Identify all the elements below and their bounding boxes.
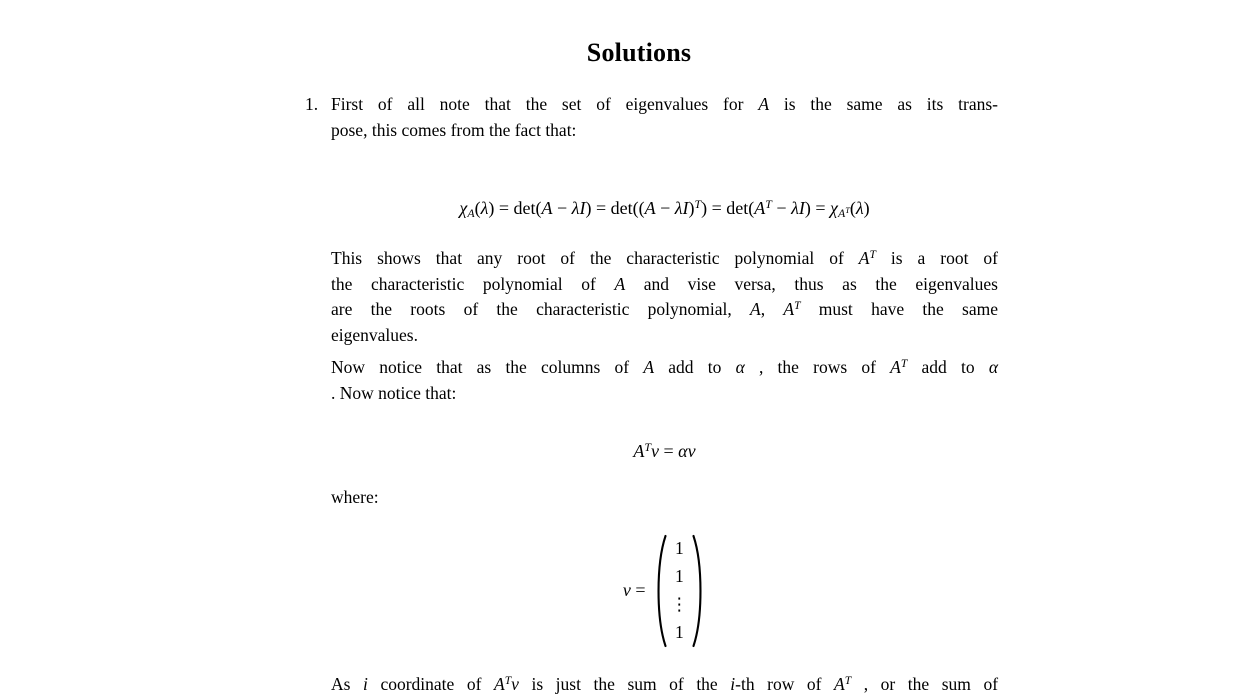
- item-body: [331, 92, 998, 696]
- text-line: First of all note that the set of eigenvalues for A is the same as its trans-: [331, 94, 998, 114]
- vector-entry: 1: [674, 565, 684, 586]
- paragraph-3: [331, 355, 998, 406]
- paragraph-4: [331, 672, 998, 696]
- column-vector: [653, 534, 707, 648]
- text-line: Now notice that as the columns of A add to α , the rows of $A^T$ add to α: [331, 357, 998, 377]
- text-line: pose, this comes from the fact that:: [331, 119, 577, 140]
- vector-lhs: v =: [622, 580, 646, 600]
- text-line: . Now notice that:: [331, 382, 457, 403]
- left-paren: [653, 534, 668, 648]
- vector-entry: 1: [674, 622, 684, 643]
- paragraph-1: [331, 92, 998, 143]
- text-line: are the roots of the characteristic polynomial, A, $A^T$ must have the same: [331, 299, 998, 319]
- equation-characteristic-polynomial: $\chi A(\lambda) = \det(A - \lambda I) = \det((A - \lambda I)^T) = \det(A^T - \lambda I) = \chi AT(\lambda)$: [459, 197, 870, 220]
- vector-entries: [668, 534, 692, 648]
- text-line: This shows that any root of the characteristic polynomial of $A^T$ is a root of: [331, 248, 998, 268]
- paragraph-2: [331, 246, 998, 348]
- item-number: 1.: [305, 94, 319, 114]
- text-line: the characteristic polynomial of A and vise versa, thus as the eigenvalues: [331, 273, 998, 294]
- list-item-1: [280, 92, 998, 696]
- equation-vector: [331, 533, 998, 649]
- vector-entry: ⋮: [670, 594, 689, 615]
- where-label: where:: [331, 487, 379, 507]
- page-title: Solutions: [586, 38, 692, 67]
- equation-atv: $A^Tv = \alpha v$: [633, 440, 696, 461]
- right-paren: [691, 534, 706, 648]
- text-line: As i coordinate of $A^Tv$ is just the sum of the i-th row of $A^T$ , or the sum of: [331, 673, 999, 694]
- vector-entry: 1: [674, 537, 684, 558]
- text-block: [280, 38, 998, 696]
- text-line: eigenvalues.: [331, 324, 418, 345]
